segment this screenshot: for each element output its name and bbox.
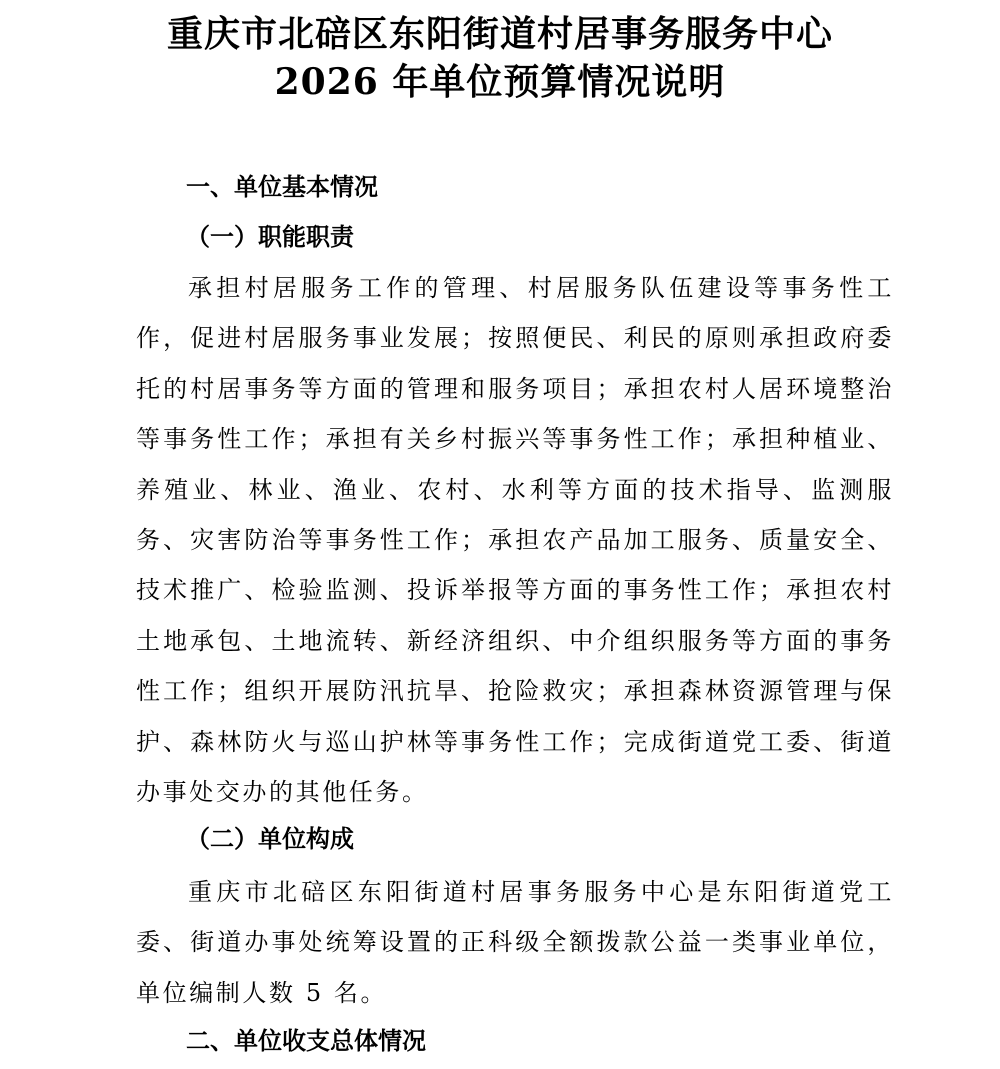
paragraph-composition: 重庆市北碚区东阳街道村居事务服务中心是东阳街道党工委、街道办事处统筹设置的正科级全额拨款公益一类事业单位，单位编制人数 5 名。 xyxy=(136,878,894,1007)
section-heading-basic-info: 一、单位基本情况 xyxy=(186,173,378,201)
paragraph-functions: 承担村居服务工作的管理、村居服务队伍建设等事务性工作，促进村居服务事业发展；按照便民、利民的原则承担政府委托的村居事务等方面的管理和服务项目；承担农村人居环境整治等事务性工作；承担有关乡村振兴等事务性工作；承担种植业、养殖业、林业、渔业、农村、水利等方面的技术指导、监测服务、灾害防治等事务性工作；承担农产品加工服务、质量安全、技术推广、检验监测、投诉举报等方面的事务性工作；承担农村土地承包、土地流转、新经济组织、中介组织服务等方面的事务性工作；组织开展防汛抗旱、抢险救灾；承担森林资源管理与保护、森林防火与巡山护林等事务性工作；完成街道党工委、街道办事处交办的其他任务。 xyxy=(136,274,894,807)
document-title-line-1: 重庆市北碚区东阳街道村居事务服务中心 xyxy=(166,13,833,55)
section-heading-budget-overview: 二、单位收支总体情况 xyxy=(186,1027,426,1055)
subsection-heading-functions: （一）职能职责 xyxy=(186,222,354,251)
subsection-heading-composition: （二）单位构成 xyxy=(186,824,354,853)
document-title-line-2: 2026 年单位预算情况说明 xyxy=(274,61,726,103)
